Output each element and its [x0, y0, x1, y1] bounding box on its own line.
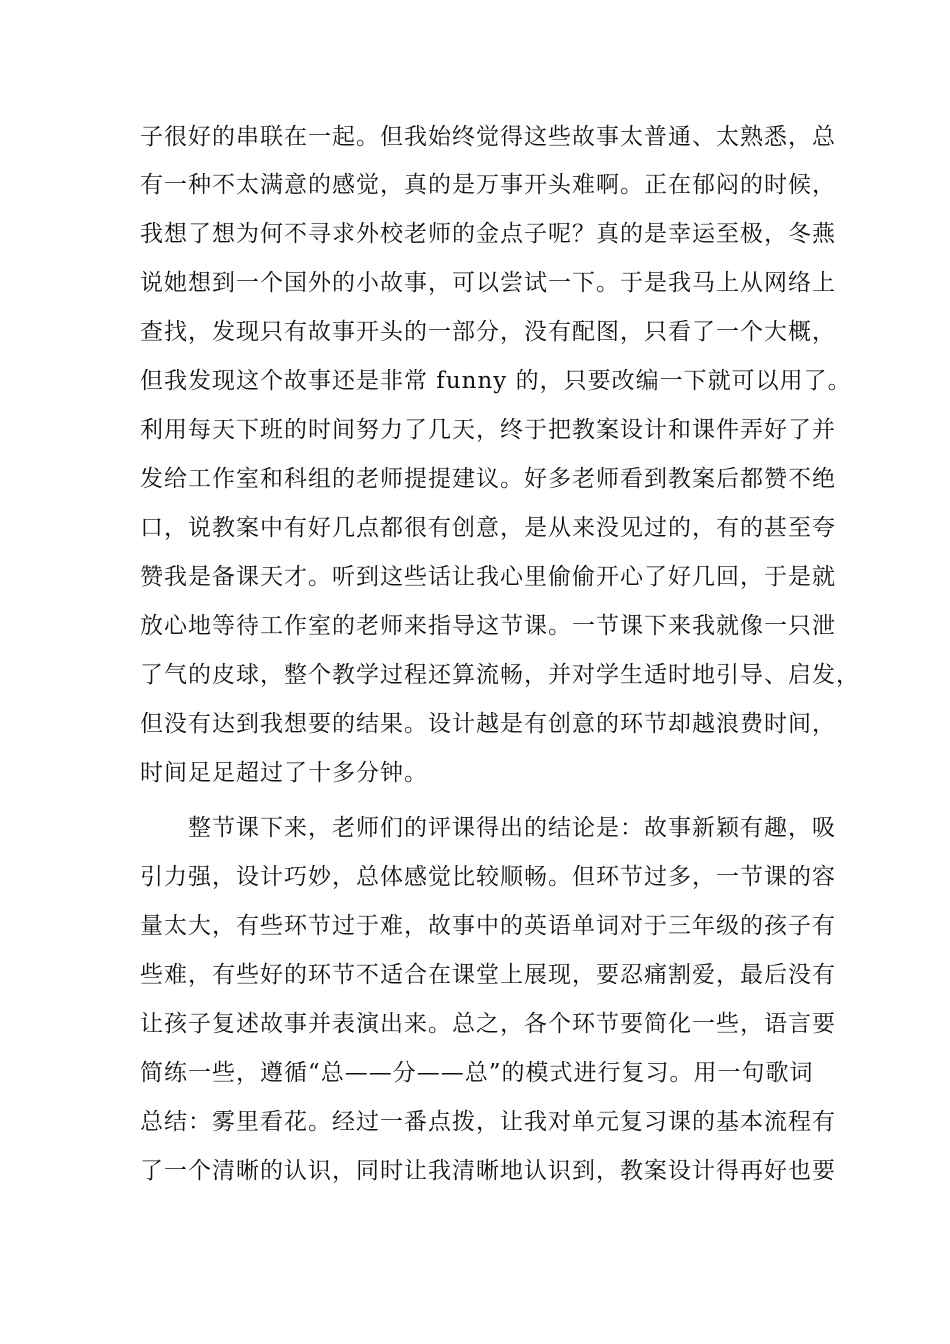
text-line: 说她想到一个国外的小故事，可以尝试一下。于是我马上从网络上	[140, 270, 836, 296]
text-line: 但没有达到我想要的结果。设计越是有创意的环节却越浪费时间，	[140, 711, 836, 737]
text-line: 发给工作室和科组的老师提提建议。好多老师看到教案后都赞不绝	[140, 466, 836, 492]
paragraph-first-line: 整节课下来，老师们的评课得出的结论是：故事新颖有趣，吸	[188, 815, 836, 841]
text-line: 时间足足超过了十多分钟。	[140, 760, 428, 786]
text-line: 口，说教案中有好几点都很有创意，是从来没见过的，有的甚至夸	[140, 515, 836, 541]
text-line: 有一种不太满意的感觉，真的是万事开头难啊。正在郁闷的时候，	[140, 172, 836, 198]
text-line: 了一个清晰的认识，同时让我清晰地认识到，教案设计得再好也要	[140, 1158, 836, 1184]
text-line: 利用每天下班的时间努力了几天，终于把教案设计和课件弄好了并	[140, 417, 836, 443]
text-line: 但我发现这个故事还是非常 funny 的，只要改编一下就可以用了。	[140, 368, 852, 394]
text-line: 些难，有些好的环节不适合在课堂上展现，要忍痛割爱，最后没有	[140, 962, 836, 988]
text-line: 引力强，设计巧妙，总体感觉比较顺畅。但环节过多，一节课的容	[140, 864, 836, 890]
text-line: 简练一些，遵循“总——分——总”的模式进行复习。用一句歌词	[140, 1060, 814, 1086]
text-line: 我想了想为何不寻求外校老师的金点子呢？真的是幸运至极，冬燕	[140, 221, 836, 247]
text-line: 了气的皮球，整个教学过程还算流畅，并对学生适时地引导、启发，	[140, 662, 860, 688]
text-line: 查找，发现只有故事开头的一部分，没有配图，只看了一个大概，	[140, 319, 836, 345]
text-line: 让孩子复述故事并表演出来。总之，各个环节要简化一些，语言要	[140, 1011, 836, 1037]
text-line: 量太大，有些环节过于难，故事中的英语单词对于三年级的孩子有	[140, 913, 836, 939]
text-line: 总结：雾里看花。经过一番点拨，让我对单元复习课的基本流程有	[140, 1109, 836, 1135]
text-line: 放心地等待工作室的老师来指导这节课。一节课下来我就像一只泄	[140, 613, 836, 639]
text-line: 子很好的串联在一起。但我始终觉得这些故事太普通、太熟悉，总	[140, 124, 836, 150]
text-line: 赞我是备课天才。听到这些话让我心里偷偷开心了好几回，于是就	[140, 564, 836, 590]
